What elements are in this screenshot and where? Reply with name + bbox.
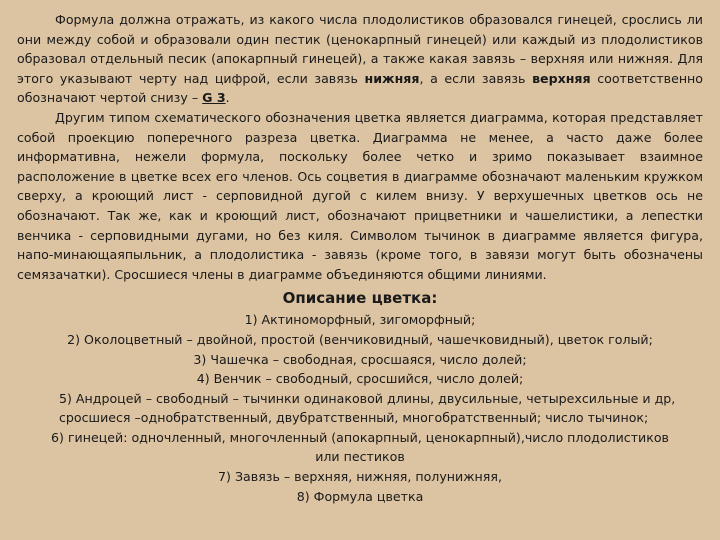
bold-upper-ovary: верхняя <box>532 70 591 86</box>
paragraph-formula-text-a: Формула должна отражать, из какого числа плодолистиков образовался гинецей, срослись ли они между собой и образовали один пестик (ценокарпный гинецей) или каждый из плодолистиков образовал отдельный песик (апокарпный гинецей), а также какая завязь – верхняя или нижняя. Для этого указывают черту над цифрой, если завязь <box>17 12 703 86</box>
list-item: 5) Андроцей – свободный – тычинки одинаковой длины, двусильные, четырехсильные и др, сросшиеся –однобратственный, двубратственный, многобратственный; число тычинок; <box>59 390 676 426</box>
list-item: 2) Околоцветный – двойной, простой (венчиковидный, чашечковидный), цветок голый; <box>67 331 653 347</box>
list-item: 4) Венчик – свободный, сросшийся, число долей; <box>196 371 524 387</box>
list-item: 1) Актиноморфный, зигоморфный; <box>244 312 476 328</box>
paragraph-formula-text-d: . <box>225 90 230 106</box>
description-list <box>17 310 703 506</box>
paragraph-formula <box>17 10 703 108</box>
paragraph-diagram: Другим типом схематического обозначения цветка является диаграмма, которая представляет собой проекцию поперечного разреза цветка. Диаграмма не менее, а часто даже более информативна, нежели формула, поскольку более четко и зримо показывает взаимное расположение в цветке всех его членов. Ось соцветия в диаграмме обозначают маленьким кружком сверху, а кроющий лист - серповидной дугой с килем внизу. У верхушечных цветков ось не обозначают. Так же, как и кроющий лист, обозначают прицветники и чашелистики, а лепестки венчика - серповидными дугами, но без киля. Символом тычинок в диаграмме является фигура, напо-минающаяпыльник, а плодолистика - завязь (кроме того, в завязи могут быть обозначены семязачатки). Сросшиеся члены в диаграмме объединяются общими линиями. <box>17 109 703 282</box>
section-heading: Описание цветка: <box>282 289 438 308</box>
formula-symbol: G 3 <box>202 90 226 106</box>
list-item: 6) гинецей: одночленный, многочленный (апокарпный, ценокарпный),число плодолистиков или пестиков <box>51 429 669 465</box>
list-item: 8) Формула цветка <box>296 488 424 504</box>
list-item: 7) Завязь – верхняя, нижняя, полунижняя, <box>218 469 502 485</box>
bold-lower-ovary: нижняя <box>364 70 420 86</box>
paragraph-formula-text-c: соответственно обозначают чертой снизу – <box>17 70 703 106</box>
list-item: 3) Чашечка – свободная, сросшаяся, число долей; <box>193 351 527 367</box>
paragraph-formula-text-b: , а если завязь <box>419 70 533 86</box>
